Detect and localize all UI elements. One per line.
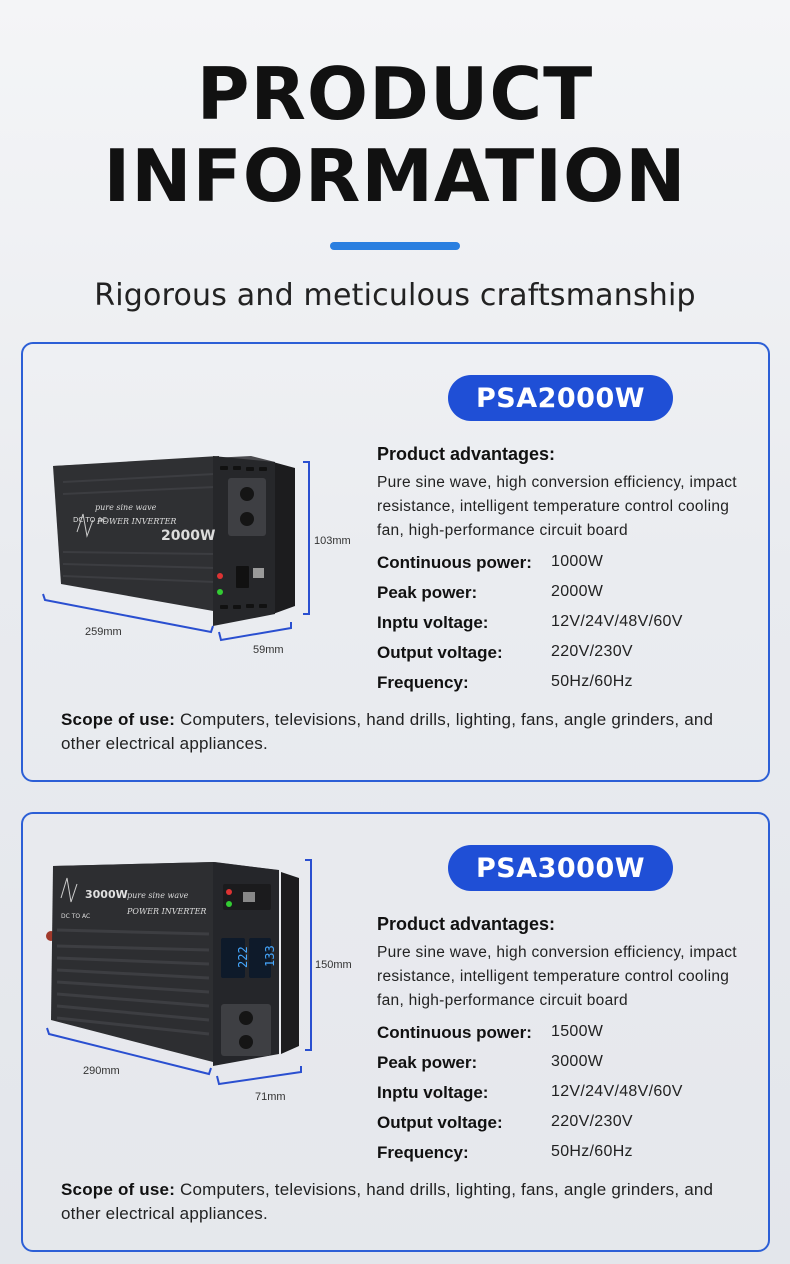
spec-label: Inptu voltage: (377, 613, 489, 632)
device-type-line: POWER INVERTER (97, 517, 177, 526)
spec-value: 50Hz/60Hz (551, 1143, 633, 1160)
dimension-height: 150mm (315, 959, 352, 971)
scope-text: Computers, televisions, hand drills, lighting, fans, angle grinders, and other electrical appliances. (61, 710, 714, 753)
scope-label: Scope of use: (61, 1180, 176, 1199)
spec-label: Output voltage: (377, 643, 503, 662)
spec-value: 220V/230V (551, 643, 633, 660)
dimension-width: 59mm (253, 644, 284, 656)
model-badge: PSA3000W (448, 845, 673, 891)
spec-value: 3000W (551, 1053, 604, 1070)
spec-label: Continuous power: (377, 553, 532, 572)
spec-label: Output voltage: (377, 1113, 503, 1132)
spec-label: Frequency: (377, 1143, 469, 1162)
advantages-text: Pure sine wave, high conversion efficiency, impact resistance, intelligent temperature control cooling fan, high-performance circuit board (377, 944, 737, 1009)
title-accent-bar (330, 242, 460, 250)
product-card-psa2000w (21, 342, 770, 782)
page-title-line-1: PRODUCT (196, 52, 594, 136)
device-rating: 3000W (85, 888, 128, 901)
spec-value: 50Hz/60Hz (551, 673, 633, 690)
scope-of-use (61, 708, 751, 756)
display-2: 133 (263, 945, 277, 967)
scope-label: Scope of use: (61, 710, 176, 729)
dimension-length: 259mm (85, 626, 122, 638)
advantages-text: Pure sine wave, high conversion efficiency, impact resistance, intelligent temperature control cooling fan, high-performance circuit board (377, 474, 737, 539)
spec-label: Frequency: (377, 673, 469, 692)
advantages-heading: Product advantages: (377, 914, 556, 934)
dimension-length: 290mm (83, 1065, 120, 1077)
page-subtitle: Rigorous and meticulous craftsmanship (94, 278, 696, 313)
device-brand-line: pure sine wave (95, 503, 157, 512)
scope-of-use (61, 1178, 751, 1226)
spec-value: 12V/24V/48V/60V (551, 1083, 683, 1100)
product-image-psa2000w (23, 344, 372, 684)
device-type-line: POWER INVERTER (127, 907, 207, 916)
spec-label: Peak power: (377, 1053, 478, 1072)
spec-label: Continuous power: (377, 1023, 532, 1042)
product-card-psa3000w (21, 812, 770, 1252)
spec-value: 1000W (551, 553, 604, 570)
spec-value: 220V/230V (551, 1113, 633, 1130)
spec-label: Inptu voltage: (377, 1083, 489, 1102)
scope-text: Computers, televisions, hand drills, lighting, fans, angle grinders, and other electrical appliances. (61, 1180, 714, 1223)
device-rating: 2000W (161, 528, 216, 544)
dimension-height: 103mm (314, 535, 351, 547)
spec-value: 2000W (551, 583, 604, 600)
spec-label: Peak power: (377, 583, 478, 602)
device-logo-text: DC TO AC (73, 516, 108, 524)
spec-value: 12V/24V/48V/60V (551, 613, 683, 630)
product-image-psa3000w (23, 814, 372, 1154)
dimension-width: 71mm (255, 1091, 286, 1103)
device-brand-line: pure sine wave (127, 891, 189, 900)
page-title-line-2: INFORMATION (103, 134, 687, 218)
spec-value: 1500W (551, 1023, 604, 1040)
device-logo-text: DC TO AC (61, 913, 91, 920)
advantages-heading: Product advantages: (377, 444, 556, 464)
display-1: 222 (236, 946, 250, 968)
model-badge: PSA2000W (448, 375, 673, 421)
